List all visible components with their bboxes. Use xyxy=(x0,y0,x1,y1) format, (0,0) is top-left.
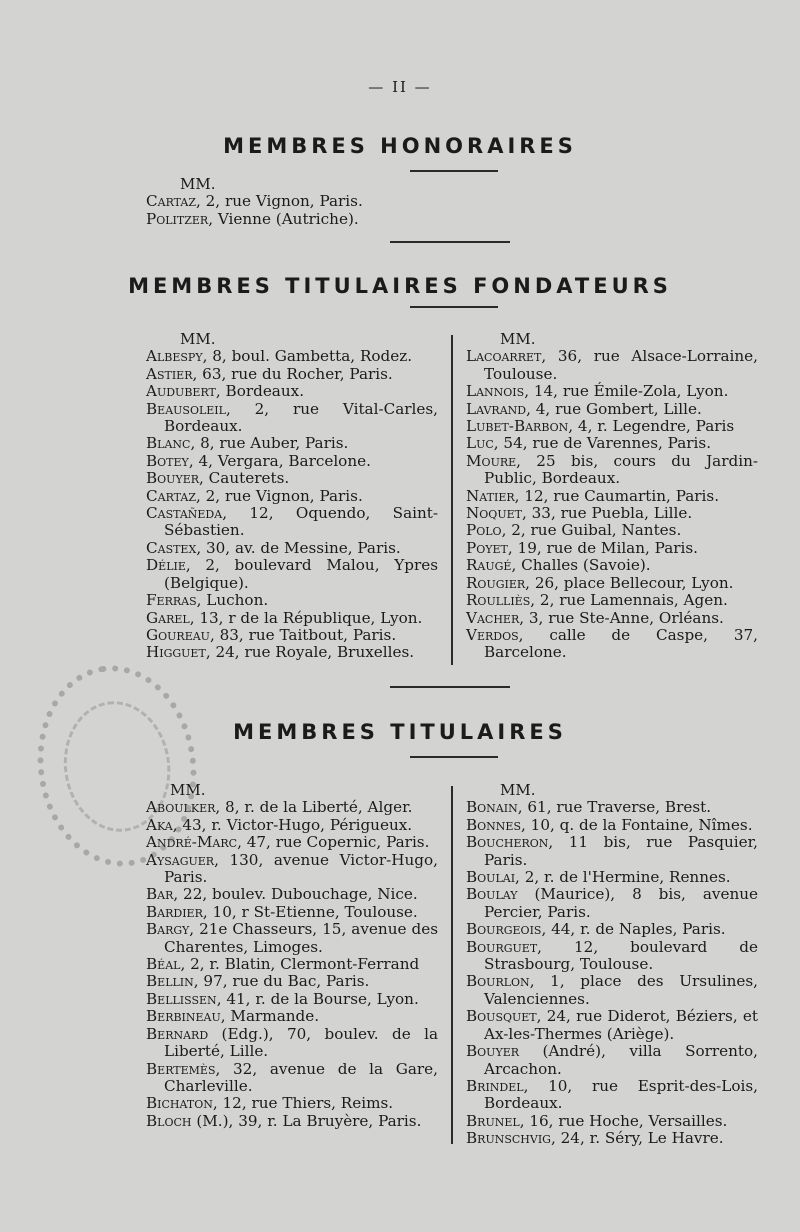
member-entry xyxy=(146,1026,438,1061)
member-name: Roulliès xyxy=(466,591,531,610)
member-address: , 24, rue Royale, Bruxelles. xyxy=(205,643,415,662)
member-entry xyxy=(146,383,438,400)
member-entry xyxy=(466,869,758,886)
member-name: Aka xyxy=(146,815,173,834)
member-address: , 12, rue Caumartin, Paris. xyxy=(514,486,720,505)
member-entry xyxy=(466,834,758,869)
member-name: Aysaguer xyxy=(146,850,215,869)
member-name: Moure xyxy=(466,451,517,470)
member-name: Blanc xyxy=(146,434,191,453)
member-entry xyxy=(466,488,758,505)
member-name: Lannois xyxy=(466,382,525,401)
member-name: Polo xyxy=(466,521,502,540)
member-address: , 10, r St-Etienne, Toulouse. xyxy=(202,902,418,921)
member-name: Botey xyxy=(146,451,189,470)
member-entry xyxy=(146,817,438,834)
member-entry xyxy=(466,348,758,383)
member-name: Goureau xyxy=(146,625,210,644)
member-entry xyxy=(466,817,758,834)
member-name: Bouyer xyxy=(466,1042,520,1061)
member-address: , Bordeaux. xyxy=(215,382,305,401)
member-address: , 8, rue Auber, Paris. xyxy=(190,434,349,453)
member-name: Noquet xyxy=(466,504,522,523)
member-entry xyxy=(146,592,438,609)
member-name: Bloch xyxy=(146,1111,192,1130)
member-name: Raugé xyxy=(466,556,512,575)
member-entry xyxy=(466,1008,758,1043)
member-address: , 8, r. de la Liberté, Alger. xyxy=(215,798,413,817)
member-address: , 4, r. Legendre, Paris xyxy=(568,417,735,436)
member-entry xyxy=(466,973,758,1008)
member-entry xyxy=(466,886,758,921)
member-address: , Luchon. xyxy=(196,591,269,610)
member-entry xyxy=(466,1043,758,1078)
member-address: , 24, rue Diderot, Béziers, et Ax-les-Thermes (Ariège). xyxy=(484,1007,758,1043)
member-entry xyxy=(146,453,438,470)
column-separator xyxy=(451,786,453,1144)
member-name: Lubet-Barbon xyxy=(466,417,569,436)
member-name: Bourguet xyxy=(466,937,538,956)
mm-label: MM. xyxy=(500,330,536,348)
member-address: (Maurice), 8 bis, avenue Percier, Paris. xyxy=(484,885,758,921)
member-entry xyxy=(466,627,758,662)
member-entry xyxy=(466,1130,758,1147)
member-name: Politzer xyxy=(146,209,209,228)
page-number: — II — xyxy=(368,78,432,96)
member-address: , Challes (Savoie). xyxy=(511,556,651,575)
member-name: Bernard xyxy=(146,1024,209,1043)
member-address: , 2, rue Vignon, Paris. xyxy=(195,486,363,505)
member-address: , 61, rue Traverse, Brest. xyxy=(517,798,712,817)
member-name: Poyet xyxy=(466,538,508,557)
member-entry xyxy=(466,435,758,452)
member-address: , 26, place Bellecour, Lyon. xyxy=(525,573,734,592)
mm-label: MM. xyxy=(180,175,216,193)
member-address: , 13, r de la République, Lyon. xyxy=(189,608,423,627)
member-address: , 30, av. de Messine, Paris. xyxy=(196,538,401,557)
member-entry xyxy=(146,644,438,661)
member-name: Verdos xyxy=(466,625,519,644)
member-address: , 24, r. Séry, Le Havre. xyxy=(550,1129,724,1148)
member-name: Brindel xyxy=(466,1076,524,1095)
member-address: , Cauterets. xyxy=(199,469,290,488)
member-name: Albespy xyxy=(146,347,203,366)
section-divider xyxy=(390,241,510,243)
member-name: Bargy xyxy=(146,920,190,939)
member-name: Castañeda xyxy=(146,504,223,523)
fondateurs-left-column xyxy=(146,331,438,662)
member-entry xyxy=(466,505,758,522)
heading-rule xyxy=(410,756,498,758)
member-entry xyxy=(466,939,758,974)
member-name: Bertemès xyxy=(146,1059,216,1078)
member-name: Bousquet xyxy=(466,1007,537,1026)
member-entry xyxy=(146,557,438,592)
member-address: , 47, rue Copernic, Paris. xyxy=(237,833,430,852)
member-name: Natier xyxy=(466,486,515,505)
member-address: , 2, boulevard Malou, Ypres (Belgique). xyxy=(164,556,438,592)
member-name: Lavrand xyxy=(466,399,527,418)
member-name: Berbineau xyxy=(146,1007,221,1026)
mm-label: MM. xyxy=(500,781,536,799)
member-address: (André), villa Sorrento, Arcachon. xyxy=(484,1042,758,1078)
member-address: , 2, r. de l'Hermine, Rennes. xyxy=(515,868,731,887)
member-address: , 3, rue Ste-Anne, Orléans. xyxy=(519,608,724,627)
member-entry xyxy=(466,418,758,435)
member-name: Boulai xyxy=(466,868,516,887)
member-address: , 97, rue du Bac, Paris. xyxy=(193,972,370,991)
titulaires-left-column xyxy=(146,782,438,1130)
member-address: , 4, Vergara, Barcelone. xyxy=(188,451,371,470)
member-entry xyxy=(146,921,438,956)
member-address: , 12, boulevard de Strasbourg, Toulouse. xyxy=(484,937,758,974)
member-entry xyxy=(466,540,758,557)
member-name: Brunschvig xyxy=(466,1129,551,1148)
member-entry xyxy=(466,799,758,816)
member-name: Délie xyxy=(146,556,186,575)
member-address: , 33, rue Puebla, Lille. xyxy=(521,504,693,523)
member-name: Audubert xyxy=(146,382,216,401)
member-address: , 1, place des Ursulines, Valenciennes. xyxy=(484,972,758,1008)
member-address: , 54, rue de Varennes, Paris. xyxy=(493,434,712,453)
member-entry xyxy=(466,1078,758,1113)
member-address: , 22, boulev. Dubouchage, Nice. xyxy=(173,885,418,904)
member-name: Béal xyxy=(146,955,181,974)
member-entry xyxy=(146,505,438,540)
member-name: Castex xyxy=(146,538,197,557)
member-address: , 11 bis, rue Pasquier, Paris. xyxy=(484,833,758,869)
fondateurs-right-column xyxy=(466,331,758,662)
member-name: Bonain xyxy=(466,798,518,817)
member-entry xyxy=(146,401,438,436)
member-name: Beausoleil xyxy=(146,399,226,418)
member-address: , 2, rue Vital-Carles, Bordeaux. xyxy=(164,399,438,436)
member-entry xyxy=(466,383,758,400)
member-address: , 12, rue Thiers, Reims. xyxy=(212,1094,394,1113)
member-address: , 4, rue Gombert, Lille. xyxy=(526,399,702,418)
member-name: Higguet xyxy=(146,643,206,662)
member-address: , 10, rue Esprit-des-Lois, Bordeaux. xyxy=(484,1076,758,1113)
member-entry xyxy=(466,453,758,488)
member-address: , 19, rue de Milan, Paris. xyxy=(507,538,698,557)
member-address: (M.), 39, r. La Bruyère, Paris. xyxy=(191,1111,422,1130)
member-name: Brunel xyxy=(466,1111,520,1130)
member-name: Bourlon xyxy=(466,972,530,991)
member-address: , 130, avenue Victor-Hugo, Paris. xyxy=(164,850,438,887)
member-address: , 2, rue Lamennais, Agen. xyxy=(530,591,728,610)
member-entry xyxy=(146,211,466,228)
member-entry xyxy=(146,973,438,990)
member-address: , 8, boul. Gambetta, Rodez. xyxy=(202,347,413,366)
member-entry xyxy=(146,956,438,973)
member-name: Bardier xyxy=(146,902,203,921)
heading-membres-honoraires: MEMBRES HONORAIRES xyxy=(223,134,577,158)
member-name: Boucheron xyxy=(466,833,549,852)
member-entry xyxy=(146,540,438,557)
member-address: , 32, avenue de la Gare, Charleville. xyxy=(164,1059,438,1095)
member-name: Bonnes xyxy=(466,815,521,834)
member-name: Bouyer xyxy=(146,469,200,488)
member-name: Bellin xyxy=(146,972,194,991)
member-entry xyxy=(146,904,438,921)
member-address: , 63, rue du Rocher, Paris. xyxy=(192,364,393,383)
mm-label: MM. xyxy=(180,330,216,348)
member-address: , 36, rue Alsace-Lorraine, Toulouse. xyxy=(484,347,758,383)
member-address: , Marmande. xyxy=(220,1007,320,1026)
member-address: , 2, rue Guibal, Nantes. xyxy=(501,521,682,540)
section-divider xyxy=(390,686,510,688)
member-entry xyxy=(146,366,438,383)
member-entry xyxy=(466,575,758,592)
member-address: , 44, r. de Naples, Paris. xyxy=(541,920,726,939)
member-entry xyxy=(466,522,758,539)
member-name: Luc xyxy=(466,434,494,453)
member-entry xyxy=(146,610,438,627)
member-address: , 12, Oquendo, Saint-Sébastien. xyxy=(164,504,438,540)
column-separator xyxy=(451,335,453,665)
member-name: Ferras xyxy=(146,591,197,610)
member-entry xyxy=(146,1061,438,1096)
member-name: Cartaz xyxy=(146,192,196,211)
member-address: , Vienne (Autriche). xyxy=(208,209,359,228)
member-name: Bichaton xyxy=(146,1094,213,1113)
member-address: , 10, q. de la Fontaine, Nîmes. xyxy=(521,815,753,834)
member-name: Garel xyxy=(146,608,190,627)
member-entry xyxy=(146,886,438,903)
member-entry xyxy=(146,1008,438,1025)
member-address: , 2, r. Blatin, Clermont-Ferrand xyxy=(180,955,420,974)
member-name: Cartaz xyxy=(146,486,196,505)
heading-membres-titulaires-fondateurs: MEMBRES TITULAIRES FONDATEURS xyxy=(128,274,672,298)
heading-membres-titulaires: MEMBRES TITULAIRES xyxy=(233,720,567,744)
member-name: Bellissen xyxy=(146,989,217,1008)
member-entry xyxy=(146,627,438,644)
heading-rule xyxy=(410,170,498,172)
member-entry xyxy=(466,401,758,418)
member-address: , 25 bis, cours du Jardin-Public, Bordeaux. xyxy=(484,451,758,488)
library-stamp-inner-ring xyxy=(55,694,178,838)
honoraires-list xyxy=(146,176,466,228)
member-name: Bourgeois xyxy=(466,920,542,939)
member-entry xyxy=(146,1095,438,1112)
heading-rule xyxy=(410,306,498,308)
member-name: André-Marc xyxy=(146,833,238,852)
member-address: , 43, r. Victor-Hugo, Périgueux. xyxy=(172,815,413,834)
member-address: , calle de Caspe, 37, Barcelone. xyxy=(484,625,758,662)
member-name: Bar xyxy=(146,885,174,904)
member-entry xyxy=(146,991,438,1008)
member-name: Rougier xyxy=(466,573,526,592)
member-address: , 16, rue Hoche, Versailles. xyxy=(519,1111,728,1130)
member-name: Astier xyxy=(146,364,193,383)
member-entry xyxy=(146,348,438,365)
member-name: Vacher xyxy=(466,608,520,627)
member-entry xyxy=(466,610,758,627)
member-address: , 21e Chasseurs, 15, avenue des Charentes, Limoges. xyxy=(164,920,438,956)
member-entry xyxy=(146,435,438,452)
member-name: Aboulker xyxy=(146,798,216,817)
member-address: , 2, rue Vignon, Paris. xyxy=(195,192,363,211)
member-name: Boulay xyxy=(466,885,518,904)
member-address: (Edg.), 70, boulev. de la Liberté, Lille. xyxy=(164,1024,438,1061)
member-address: , 41, r. de la Bourse, Lyon. xyxy=(216,989,419,1008)
member-entry xyxy=(466,592,758,609)
member-entry xyxy=(146,852,438,887)
member-entry xyxy=(146,1113,438,1130)
member-entry xyxy=(146,193,466,210)
member-entry xyxy=(146,488,438,505)
mm-label: MM. xyxy=(170,781,206,799)
titulaires-right-column xyxy=(466,782,758,1148)
member-address: , 83, rue Taitbout, Paris. xyxy=(209,625,397,644)
member-entry xyxy=(146,834,438,851)
member-entry xyxy=(466,557,758,574)
member-entry xyxy=(146,470,438,487)
member-entry xyxy=(466,1113,758,1130)
member-name: Lacoarret xyxy=(466,347,542,366)
member-address: , 14, rue Émile-Zola, Lyon. xyxy=(524,382,729,401)
member-entry xyxy=(466,921,758,938)
